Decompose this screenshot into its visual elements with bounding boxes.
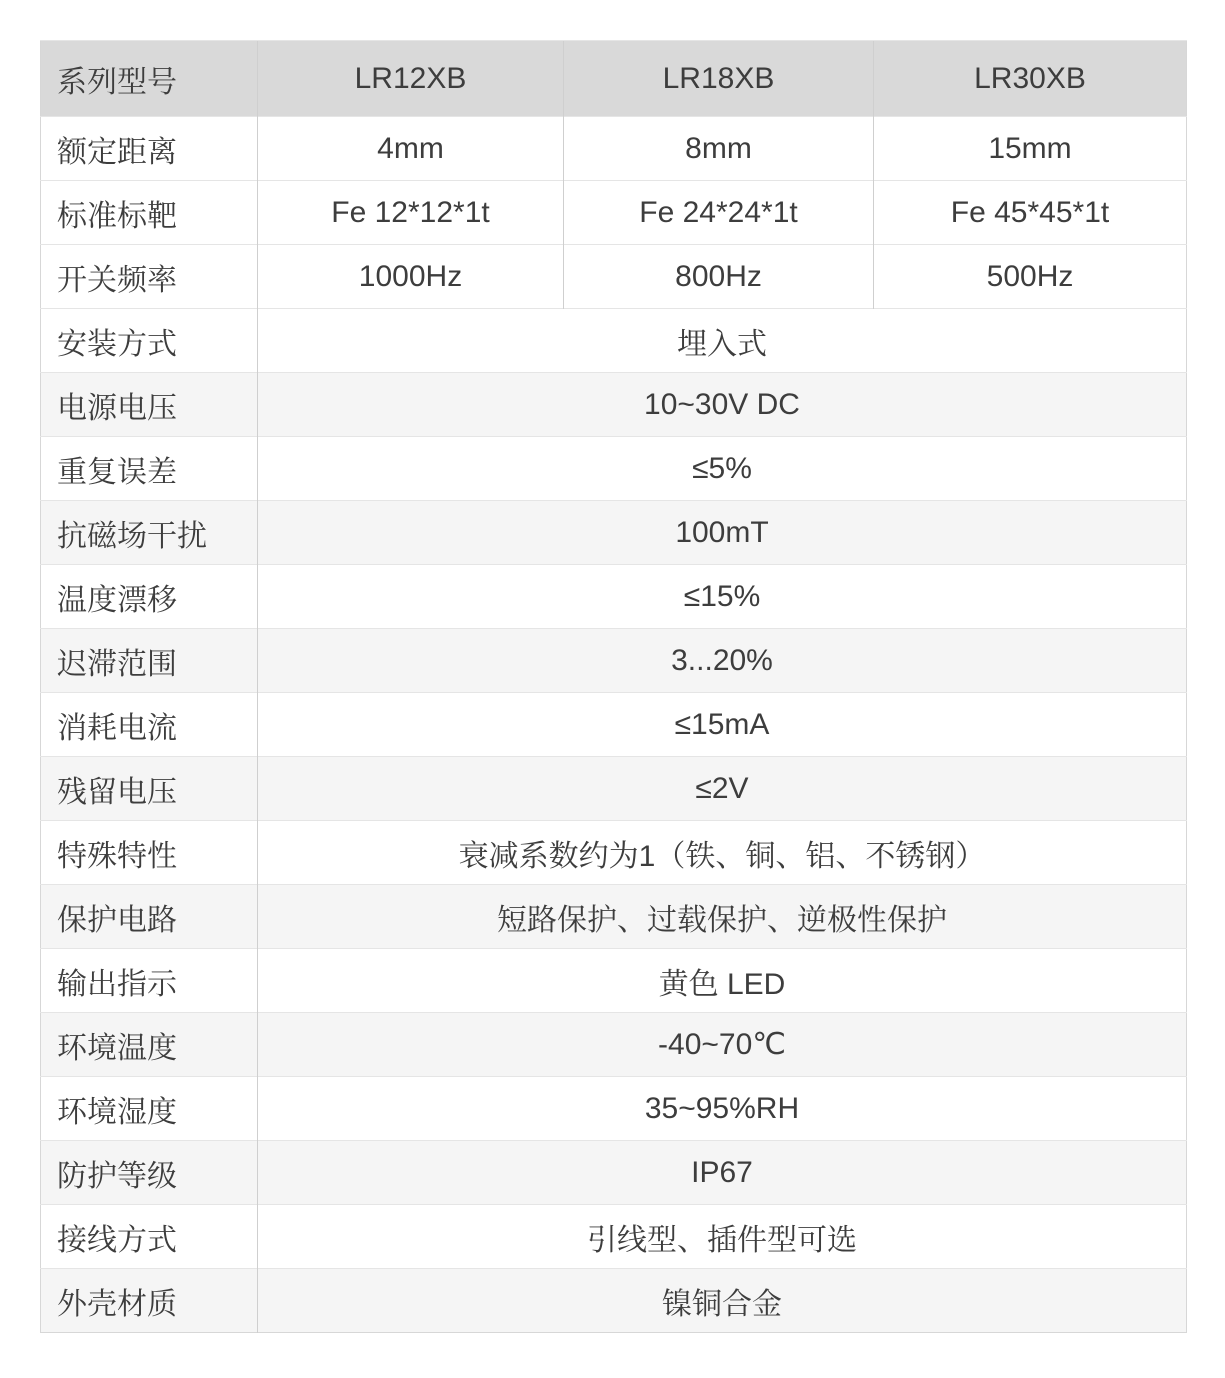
spec-label: 迟滞范围	[41, 629, 258, 693]
table-row-temperature-drift	[41, 565, 1187, 629]
spec-value: ≤5%	[258, 437, 1187, 501]
table-row-repeat-error	[41, 437, 1187, 501]
table-row-residual-voltage	[41, 757, 1187, 821]
table-row-ambient-humidity	[41, 1077, 1187, 1141]
table-row-ambient-temperature	[41, 1013, 1187, 1077]
table-row-protection-circuit	[41, 885, 1187, 949]
table-row-protection-rating	[41, 1141, 1187, 1205]
spec-label: 额定距离	[41, 117, 258, 181]
spec-value: 8mm	[564, 117, 874, 181]
table-row-supply-voltage	[41, 373, 1187, 437]
spec-value: 4mm	[258, 117, 564, 181]
table-row-mounting	[41, 309, 1187, 373]
spec-value: 800Hz	[564, 245, 874, 309]
spec-value: 引线型、插件型可选	[258, 1205, 1187, 1269]
spec-value: Fe 24*24*1t	[564, 181, 874, 245]
spec-label: 保护电路	[41, 885, 258, 949]
spec-label: 特殊特性	[41, 821, 258, 885]
spec-label: 环境温度	[41, 1013, 258, 1077]
spec-label: 输出指示	[41, 949, 258, 1013]
spec-label: 电源电压	[41, 373, 258, 437]
table-row-magnetic-immunity	[41, 501, 1187, 565]
spec-label: 外壳材质	[41, 1269, 258, 1333]
table-row-wiring-type	[41, 1205, 1187, 1269]
spec-table	[40, 40, 1187, 1333]
spec-value: 35~95%RH	[258, 1077, 1187, 1141]
spec-table-container	[40, 40, 1187, 1333]
spec-value: Fe 12*12*1t	[258, 181, 564, 245]
table-row-switching-frequency	[41, 245, 1187, 309]
spec-value: ≤15%	[258, 565, 1187, 629]
spec-value: IP67	[258, 1141, 1187, 1205]
spec-value: ≤15mA	[258, 693, 1187, 757]
spec-value: 短路保护、过载保护、逆极性保护	[258, 885, 1187, 949]
spec-value: 埋入式	[258, 309, 1187, 373]
spec-value: 衰减系数约为1（铁、铜、铝、不锈钢）	[258, 821, 1187, 885]
table-row-standard-target	[41, 181, 1187, 245]
spec-value: 3...20%	[258, 629, 1187, 693]
table-row-current-consumption	[41, 693, 1187, 757]
spec-value: Fe 45*45*1t	[874, 181, 1187, 245]
spec-label: 残留电压	[41, 757, 258, 821]
spec-label: 防护等级	[41, 1141, 258, 1205]
spec-label: 抗磁场干扰	[41, 501, 258, 565]
spec-value: 镍铜合金	[258, 1269, 1187, 1333]
spec-value: 黄色 LED	[258, 949, 1187, 1013]
spec-value: -40~70℃	[258, 1013, 1187, 1077]
spec-value: ≤2V	[258, 757, 1187, 821]
spec-label: 重复误差	[41, 437, 258, 501]
spec-label: 接线方式	[41, 1205, 258, 1269]
spec-value: 1000Hz	[258, 245, 564, 309]
spec-value: 500Hz	[874, 245, 1187, 309]
spec-label: 温度漂移	[41, 565, 258, 629]
spec-label: 标准标靶	[41, 181, 258, 245]
table-row-special-feature	[41, 821, 1187, 885]
header-model-1: LR12XB	[258, 41, 564, 117]
spec-label: 消耗电流	[41, 693, 258, 757]
table-header-row	[41, 41, 1187, 117]
table-row-hysteresis	[41, 629, 1187, 693]
table-row-housing-material	[41, 1269, 1187, 1333]
spec-value: 100mT	[258, 501, 1187, 565]
spec-value: 15mm	[874, 117, 1187, 181]
spec-label: 开关频率	[41, 245, 258, 309]
header-model-3: LR30XB	[874, 41, 1187, 117]
table-row-rated-distance	[41, 117, 1187, 181]
spec-label: 安装方式	[41, 309, 258, 373]
header-model-2: LR18XB	[564, 41, 874, 117]
table-row-output-indicator	[41, 949, 1187, 1013]
spec-label: 环境湿度	[41, 1077, 258, 1141]
header-series-label: 系列型号	[41, 41, 258, 117]
spec-value: 10~30V DC	[258, 373, 1187, 437]
